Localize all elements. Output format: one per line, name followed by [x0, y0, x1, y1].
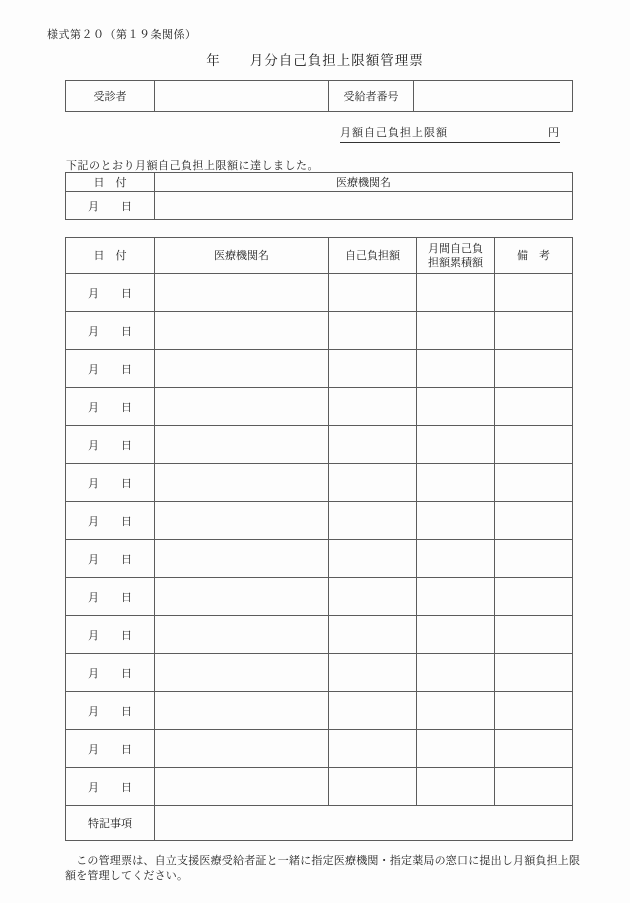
cumulative-cell: [417, 578, 495, 616]
cumulative-cell: [417, 654, 495, 692]
remarks-cell: [495, 654, 573, 692]
date-cell: 月 日: [66, 426, 155, 464]
self-pay-cell: [329, 540, 417, 578]
monthly-limit-label: 月額自己負担上限額: [340, 127, 448, 139]
self-pay-cell: [329, 274, 417, 312]
institution-cell: [155, 730, 329, 768]
self-pay-cell: [329, 616, 417, 654]
payment-table-row: [66, 768, 573, 806]
payment-record-table: [65, 237, 573, 841]
self-pay-cell: [329, 464, 417, 502]
patient-info-row: [66, 81, 573, 112]
limit-reached-data-row: [66, 192, 573, 220]
form-number: 様式第２０（第１９条関係）: [47, 29, 197, 41]
institution-cell: [155, 464, 329, 502]
payment-table-row: [66, 540, 573, 578]
institution-cell: [155, 312, 329, 350]
page-title: 年 月分自己負担上限額管理票: [206, 53, 424, 68]
date-cell: 月 日: [66, 312, 155, 350]
date-cell: 月 日: [66, 730, 155, 768]
remarks-cell: [495, 426, 573, 464]
institution-cell: [155, 692, 329, 730]
institution-cell: [155, 578, 329, 616]
payment-table-header-row: [66, 238, 573, 274]
remarks-cell: [495, 540, 573, 578]
date-cell: 月 日: [66, 540, 155, 578]
special-notes-label: 特記事項: [66, 806, 155, 841]
special-notes-value-cell: [155, 806, 573, 841]
remarks-cell: [495, 730, 573, 768]
reached-date-header: 日 付: [66, 173, 155, 192]
self-pay-cell: [329, 768, 417, 806]
self-pay-cell: [329, 312, 417, 350]
remarks-cell: [495, 692, 573, 730]
date-cell: 月 日: [66, 692, 155, 730]
patient-value-cell: [155, 81, 329, 112]
remarks-cell: [495, 616, 573, 654]
institution-cell: [155, 654, 329, 692]
limit-reached-header-row: [66, 173, 573, 192]
self-pay-cell: [329, 692, 417, 730]
payment-table-row: [66, 654, 573, 692]
payment-table-row: [66, 730, 573, 768]
self-pay-cell: [329, 654, 417, 692]
remarks-cell: [495, 464, 573, 502]
self-pay-cell: [329, 502, 417, 540]
self-pay-cell: [329, 578, 417, 616]
payment-table-row: [66, 426, 573, 464]
header-cumulative: [417, 238, 495, 274]
header-remarks: 備 考: [495, 238, 573, 274]
payment-table-row: [66, 464, 573, 502]
header-date: 日 付: [66, 238, 155, 274]
date-cell: 月 日: [66, 464, 155, 502]
self-pay-cell: [329, 426, 417, 464]
cumulative-cell: [417, 540, 495, 578]
special-notes-row: [66, 806, 573, 841]
payment-table-row: [66, 274, 573, 312]
patient-info-table: [65, 80, 573, 112]
payment-table-row: [66, 692, 573, 730]
institution-cell: [155, 388, 329, 426]
institution-cell: [155, 274, 329, 312]
cumulative-cell: [417, 274, 495, 312]
institution-cell: [155, 350, 329, 388]
cumulative-cell: [417, 616, 495, 654]
header-institution: 医療機関名: [155, 238, 329, 274]
date-cell: 月 日: [66, 274, 155, 312]
payment-table-row: [66, 350, 573, 388]
payment-table-row: [66, 616, 573, 654]
date-cell: 月 日: [66, 654, 155, 692]
remarks-cell: [495, 274, 573, 312]
reached-institution-cell: [155, 192, 573, 220]
remarks-cell: [495, 768, 573, 806]
limit-reached-notice: 下記のとおり月額自己負担上限額に達しました。: [66, 160, 319, 172]
date-cell: 月 日: [66, 350, 155, 388]
cumulative-cell: [417, 426, 495, 464]
self-pay-cell: [329, 388, 417, 426]
date-cell: 月 日: [66, 502, 155, 540]
cumulative-cell: [417, 768, 495, 806]
recipient-number-label: 受給者番号: [329, 81, 414, 112]
header-cumulative-line1: 月間自己負: [428, 242, 483, 255]
remarks-cell: [495, 578, 573, 616]
limit-reached-table: [65, 172, 573, 220]
payment-table-row: [66, 312, 573, 350]
cumulative-cell: [417, 692, 495, 730]
payment-table-row: [66, 388, 573, 426]
payment-table-row: [66, 502, 573, 540]
cumulative-cell: [417, 502, 495, 540]
date-cell: 月 日: [66, 616, 155, 654]
cumulative-cell: [417, 350, 495, 388]
patient-label: 受診者: [66, 81, 155, 112]
cumulative-cell: [417, 312, 495, 350]
date-cell: 月 日: [66, 388, 155, 426]
self-pay-cell: [329, 350, 417, 388]
date-cell: 月 日: [66, 578, 155, 616]
date-cell: 月 日: [66, 768, 155, 806]
institution-cell: [155, 616, 329, 654]
monthly-limit-line: [340, 124, 560, 143]
reached-date-cell: 月 日: [66, 192, 155, 220]
cumulative-cell: [417, 464, 495, 502]
monthly-limit-unit: 円: [548, 127, 560, 139]
reached-institution-header: 医療機関名: [155, 173, 573, 192]
header-cumulative-line2: 担額累積額: [428, 256, 483, 269]
remarks-cell: [495, 502, 573, 540]
cumulative-cell: [417, 730, 495, 768]
institution-cell: [155, 502, 329, 540]
institution-cell: [155, 426, 329, 464]
payment-table-row: [66, 578, 573, 616]
cumulative-cell: [417, 388, 495, 426]
institution-cell: [155, 540, 329, 578]
remarks-cell: [495, 350, 573, 388]
header-self-pay: 自己負担額: [329, 238, 417, 274]
recipient-number-value-cell: [414, 81, 573, 112]
remarks-cell: [495, 312, 573, 350]
footer-instruction: この管理票は、自立支援医療受給者証と一緒に指定医療機関・指定薬局の窓口に提出し月額負担上限額を管理してください。: [65, 855, 581, 882]
institution-cell: [155, 768, 329, 806]
self-pay-cell: [329, 730, 417, 768]
remarks-cell: [495, 388, 573, 426]
